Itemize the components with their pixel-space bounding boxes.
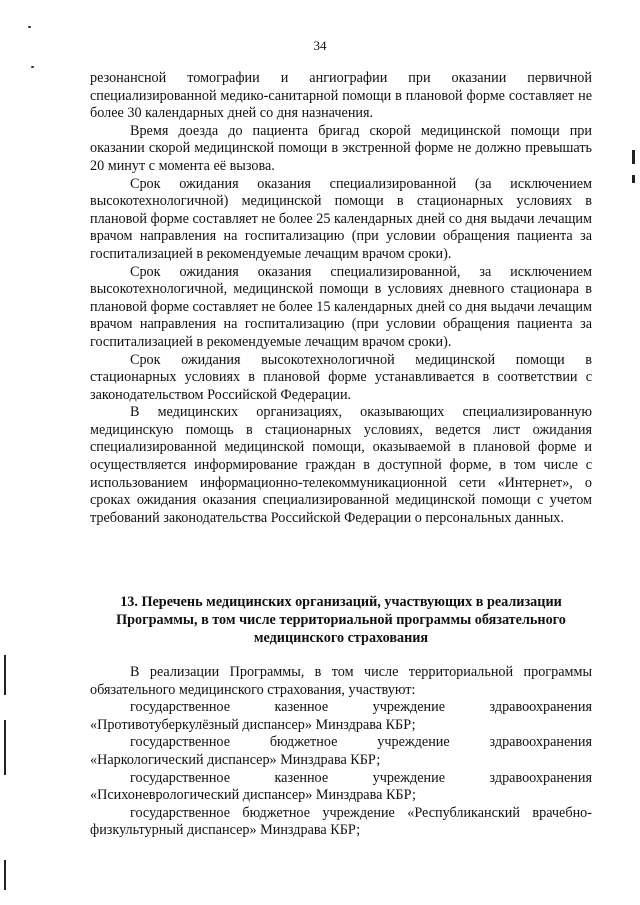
- paragraph: Срок ожидания высокотехнологичной медицинской помощи в стационарных условиях в плановой форме устанавливается в соответствии с законодательством Российской Федерации.: [90, 351, 592, 403]
- page-number: 34: [313, 38, 327, 53]
- section-title-line: 13. Перечень медицинских организаций, участвующих в реализации: [120, 594, 562, 610]
- paragraph: резонансной томографии и ангиографии при оказании первичной специализированной медико-санитарной помощи в плановой форме составляет не более 30 календарных дней со дня назначения.: [90, 70, 592, 122]
- paragraph: Срок ожидания оказания специализированной, за исключением высокотехнологичной, медицинской помощи в условиях дневного стационара в плановой форме составляет не более 15 календарных дней со дня выдачи лечащим врачом направления на госпитализацию (при условии обращения пациента за госпитализацией в рекомендуемые лечащим врачом сроки).: [90, 263, 592, 350]
- section-title-line: Программы, в том числе территориальной программы обязательного: [116, 612, 566, 628]
- scan-edge-mark: [4, 860, 6, 890]
- scan-edge-mark: [4, 655, 6, 695]
- scan-edge-mark: [632, 175, 635, 183]
- scan-speck: [31, 66, 34, 68]
- paragraph: В медицинских организациях, оказывающих специализированную медицинскую помощь в стационарных условиях, ведется лист ожидания специализированной медицинской помощи, оказываемой в плановой форме и осуществляется информирование граждан в доступной форме, в том числе с использованием информационно-телекоммуникационной сети «Интернет», о сроках ожидания оказания специализированной медицинской помощи с учетом требований законодательства Российской Федерации о персональных данных.: [90, 404, 592, 526]
- scan-speck: [28, 26, 31, 28]
- paragraph: Срок ожидания оказания специализированной (за исключением высокотехнологичной) медицинской помощи в стационарных условиях в плановой форме составляет не более 25 календарных дней со дня выдачи лечащим врачом направления на госпитализацию (при условии обращения пациента за госпитализацией в рекомендуемые лечащим врачом сроки).: [90, 175, 592, 262]
- organization-item: государственное бюджетное учреждение здравоохранения «Наркологический диспансер» Минздрава КБР;: [90, 734, 592, 768]
- body-paragraphs: [90, 70, 592, 527]
- organization-item: государственное казенное учреждение здравоохранения «Психоневрологический диспансер» Минздрава КБР;: [90, 769, 592, 804]
- scan-edge-mark: [632, 150, 635, 164]
- organization-item: государственное бюджетное учреждение «Республиканский врачебно-физкультурный диспансер» Минздрава КБР;: [90, 804, 592, 839]
- intro-paragraph: В реализации Программы, в том числе территориальной программы обязательного медицинского страхования, участвуют:: [90, 664, 592, 698]
- section-heading: [90, 593, 592, 647]
- organization-item: государственное казенное учреждение здравоохранения «Противотуберкулёзный диспансер» Минздрава КБР;: [90, 699, 592, 733]
- paragraph: Время доезда до пациента бригад скорой медицинской помощи при оказании скорой медицинской помощи в экстренной форме не должно превышать 20 минут с момента её вызова.: [90, 122, 592, 174]
- scan-edge-mark: [4, 720, 6, 775]
- organizations-block: [90, 664, 592, 840]
- section-title-line: медицинского страхования: [253, 630, 429, 646]
